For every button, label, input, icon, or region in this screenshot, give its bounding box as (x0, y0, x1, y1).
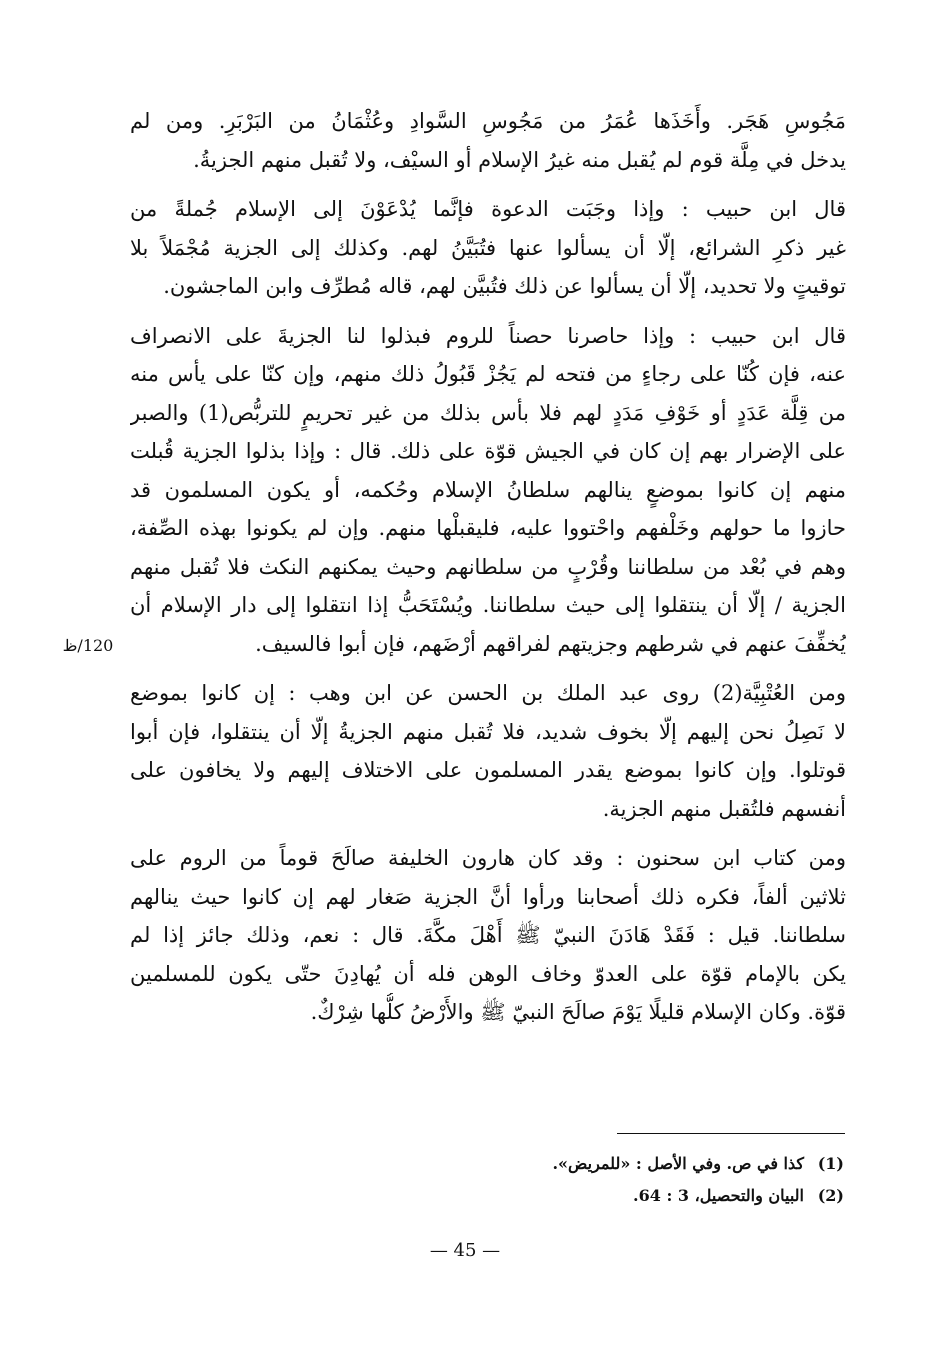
text-line: الجزية / إلّا أن ينتقلوا إلى حيث سلطاننا. ويُسْتَحَبُّ إذا انتقلوا إلى دار الإسلام أن (130, 593, 846, 617)
footnote-number: (2) (817, 1186, 844, 1205)
paragraph (130, 317, 846, 664)
text-line: حازوا ما حولهم وخَلْفهم واحْتووا عليه، فليقبلْها منهم. وإن لم يكونوا بهذه الصِّفة، (130, 516, 846, 540)
text-line: عنه، فإن كُنّا على رجاءٍ من فتحه لم يَجُزْ قَبُولُ ذلك منهم، وإن كنّا على يأس منه (130, 362, 846, 386)
text-line: وهم في بُعْد من سلطاننا وقُرْبٍ من سلطانهم وحيث يمكنهم النكث فلا تُقبل منهم (130, 554, 846, 579)
text-line: يدخل في مِلَّة قوم لم يُقبل منه غيرُ الإسلام أو السيْف، ولا تُقبل منهم الجزيةُ. (193, 147, 846, 172)
page-number: — 45 — (429, 1240, 501, 1261)
paragraph (130, 102, 846, 179)
text-line: ثلاثين ألفاً، فكره ذلك أصحابنا ورأوا أنَّ الجزية صَغار لهم إن كانوا حيث ينالهم (130, 884, 846, 909)
text-line: لا نَصِلُ نحن إليهم إلّا بخوف شديد، فلا تُقبل منهم الجزيةُ إلّا أن ينتقلوا، فإن أبوا (130, 719, 846, 744)
footnote-divider (617, 1133, 845, 1134)
paragraph (130, 839, 846, 1032)
text-line: ومن العُتْبِيَّة(2) روى عبد الملك بن الحسن عن ابن وهب : إن كانوا بموضع (130, 681, 846, 705)
text-line: أنفسهم فلتُقبل منهم الجزية. (602, 796, 846, 821)
footnotes (300, 1148, 844, 1212)
footnote (300, 1180, 844, 1212)
footnote-text: البيان والتحصيل، 3 : 64. (633, 1186, 804, 1205)
text-line: منهم إن كانوا بموضعٍ ينالهم سلطانُ الإسلام وحُكمه، أو يكون المسلمون قد (130, 477, 846, 502)
paragraph (130, 190, 846, 306)
text-line: غير ذكرِ الشرائع، إلّا أن يسألوا عنها فتُبَيَّنُ لهم. وكذلك إلى الجزية مُجْمَلاً بلا (130, 235, 846, 260)
paragraph (130, 674, 846, 828)
text-line: يكن بالإمام قوّة على العدوّ وخاف الوهن فله أن يُهادِنَ حتّى يكون للمسلمين (130, 961, 846, 986)
text-line: توقيتٍ ولا تحديد، إلّا أن يسألوا عن ذلك فتُبيَّن لهم، قاله مُطرِّف وابن الماجشون. (163, 274, 846, 298)
text-line: قوّة. وكان الإسلام قليلًا يَوْمَ صالَحَ النبيّ ﷺ والأَرْضُ كلُّها شِرْكٌ. (310, 1000, 846, 1024)
text-line: مَجُوسِ هَجَر. وأَخَذَها عُمَرُ من مَجُوسِ السَّوادِ وعُثْمَانُ من البَرْبَرِ. ومن لم (130, 109, 846, 133)
text-line: يُخفِّفَ عنهم في شرطهم وجزيتهم لفراقهم أرْضَهم، فإن أبوا فالسيف. (255, 631, 846, 656)
text-line: ومن كتاب ابن سحنون : وقد كان هارون الخليفة صالَحَ قوماً من الروم على (130, 846, 846, 870)
footnote-number: (1) (817, 1154, 844, 1173)
text-line: من قِلَّة عَدَدٍ أو خَوْفِ مَدَدٍ لهم فلا بأس بذلك من غير تحريمٍ للتربُّص(1) والصبر (130, 400, 846, 425)
text-line: سلطاننا. قيل : فَقَدْ هَادَنَ النبيّ ﷺ أَهْلَ مكَّةَ. قال : نعم، وذلك جائز إذا لم (130, 923, 846, 947)
footnote-text: كذا في ص. وفي الأصل : «للمريض». (552, 1154, 804, 1173)
text-line: قال ابن حبيب : وإذا وجَبَت الدعوة فإنَّما يُدْعَوْنَ إلى الإسلام جُملةً من (130, 197, 846, 221)
text-line: قال ابن حبيب : وإذا حاصرنا حصناً للروم فبذلوا لنا الجزيةَ على الانصراف (130, 323, 846, 348)
manuscript-folio-note: 120/ظ (62, 636, 114, 655)
text-line: قوتلوا. وإن كانوا بموضع يقدر المسلمون على الاختلاف إليهم ولا يخافون على (130, 758, 846, 782)
main-text (130, 102, 846, 1043)
text-line: على الإضرار بهم إن كان في الجيش قوّة على ذلك. قال : وإذا بذلوا الجزية قُبلت (130, 439, 846, 463)
footnote (300, 1148, 844, 1180)
